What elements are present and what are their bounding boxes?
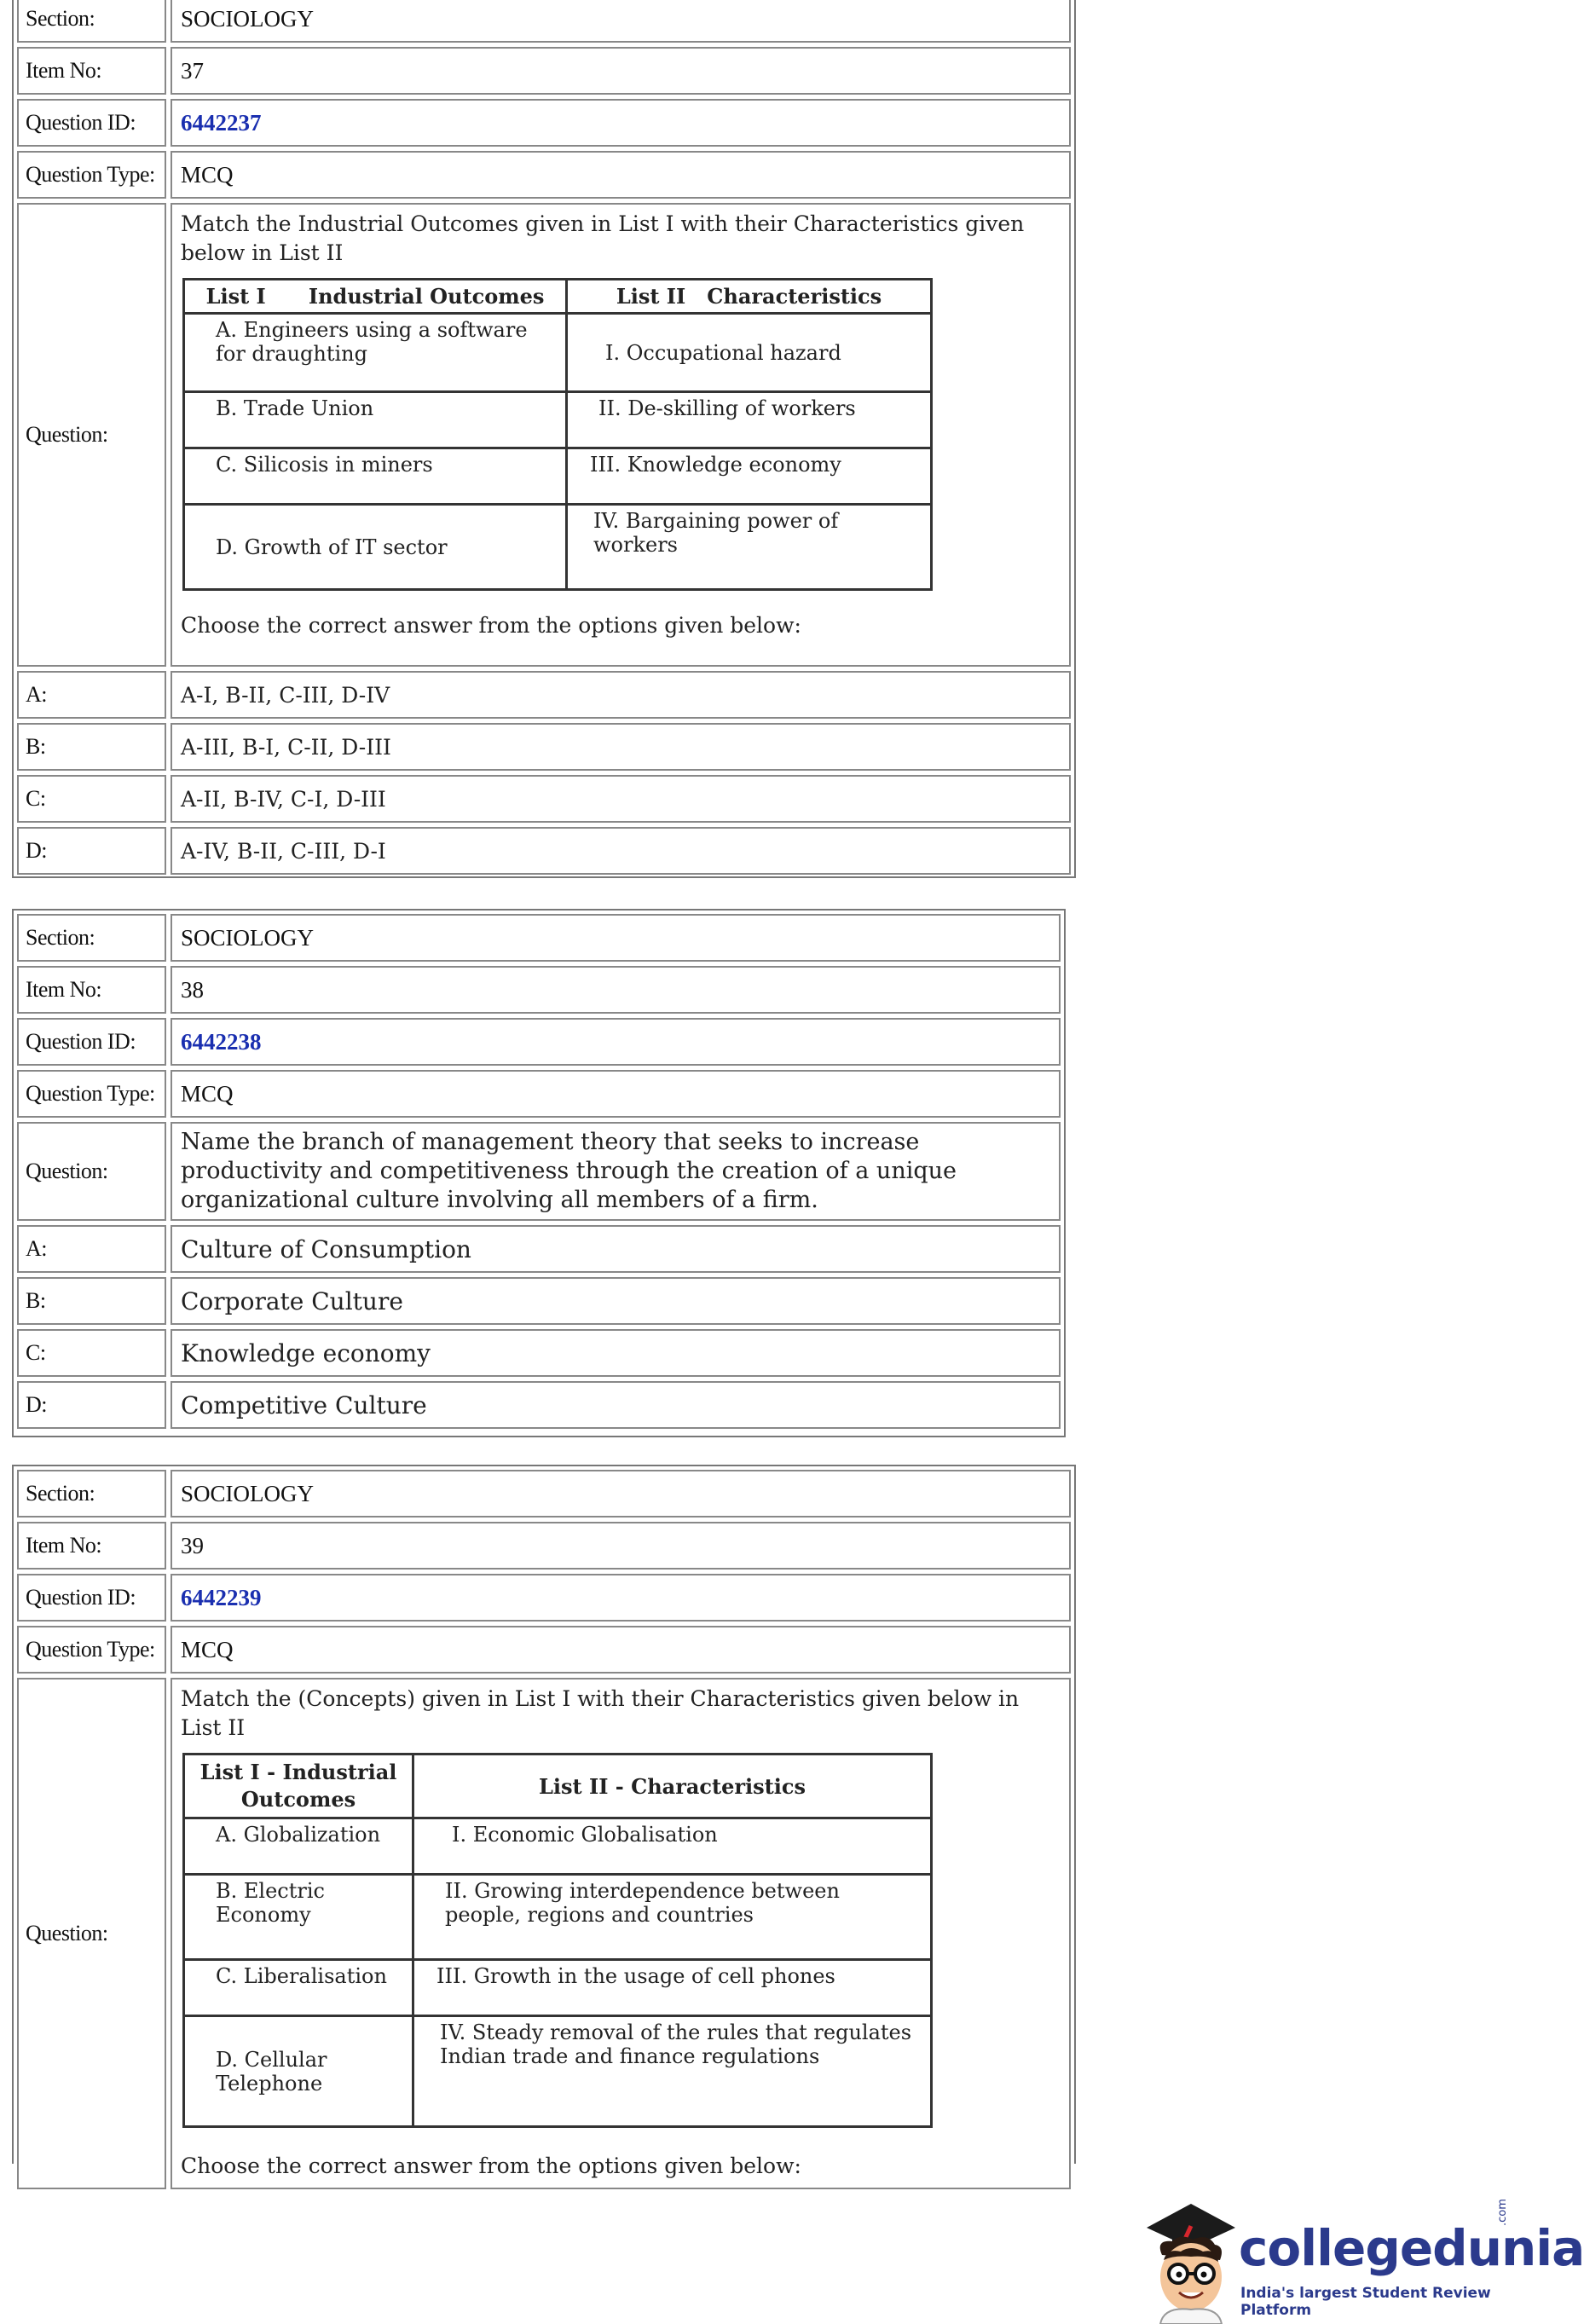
section-value: SOCIOLOGY [171, 914, 1061, 962]
item-no-value: 38 [171, 966, 1061, 1014]
option-c-text: Knowledge economy [171, 1329, 1061, 1377]
match-table-row [184, 505, 932, 590]
list-2-item: IV. Bargaining power of workers [567, 505, 932, 590]
question-type-label: Question Type: [17, 1626, 166, 1674]
collegedunia-logo [1130, 2195, 1584, 2324]
list-2-header: List II - Characteristics [413, 1755, 932, 1818]
question-id-label: Question ID: [17, 1018, 166, 1066]
list-1-item: A. Globalization [184, 1818, 413, 1875]
match-table-row [184, 448, 932, 505]
option-d-label: D: [17, 1381, 166, 1429]
question-id-value: 6442239 [171, 1574, 1071, 1622]
option-a-label: A: [17, 671, 166, 719]
question-text: Match the Industrial Outcomes given in List I with their Characteristics given below in List II [181, 211, 1025, 265]
list-1-item: B. Trade Union [184, 392, 567, 448]
item-no-value: 37 [171, 47, 1071, 95]
option-c-label: C: [17, 775, 166, 823]
list-1-item: D. Growth of IT sector [184, 505, 567, 590]
option-a-label: A: [17, 1225, 166, 1273]
match-table-row [184, 392, 932, 448]
option-a-text: Culture of Consumption [171, 1225, 1061, 1273]
choose-instruction: Choose the correct answer from the options given below: [181, 2153, 801, 2178]
list-1-item: B. Electric Economy [184, 1875, 413, 1960]
section-value: SOCIOLOGY [171, 1470, 1071, 1518]
list-2-item: I. Economic Globalisation [413, 1818, 932, 1875]
question-type-value: MCQ [171, 1070, 1061, 1118]
option-b-text: Corporate Culture [171, 1277, 1061, 1325]
list-1-header: List I - Industrial Outcomes [184, 1755, 413, 1818]
list-2-header: List II Characteristics [567, 280, 932, 314]
question-block-39 [12, 1465, 1076, 2178]
match-table-row [184, 314, 932, 392]
option-c-label: C: [17, 1329, 166, 1377]
option-d-text: A-IV, B-II, C-III, D-I [171, 827, 1071, 875]
question-id-label: Question ID: [17, 1574, 166, 1622]
list-2-item: III. Growth in the usage of cell phones [413, 1960, 932, 2016]
brand-suffix: .com [1496, 2199, 1509, 2226]
list-2-item: I. Occupational hazard [567, 314, 932, 392]
question-block-38 [12, 909, 1066, 1437]
question-type-label: Question Type: [17, 151, 166, 199]
match-table-row [184, 1960, 932, 2016]
option-b-label: B: [17, 723, 166, 771]
list-1-item: C. Silicosis in miners [184, 448, 567, 505]
match-table-row [184, 1875, 932, 1960]
question-label: Question: [17, 1678, 166, 2189]
option-d-text: Competitive Culture [171, 1381, 1061, 1429]
question-label: Question: [17, 203, 166, 667]
brand-tagline: India's largest Student Review Platform [1240, 2285, 1491, 2319]
option-b-text: A-III, B-I, C-II, D-III [171, 723, 1071, 771]
option-d-label: D: [17, 827, 166, 875]
list-2-item: III. Knowledge economy [567, 448, 932, 505]
item-no-label: Item No: [17, 47, 166, 95]
list-2-item: II. De-skilling of workers [567, 392, 932, 448]
item-no-label: Item No: [17, 1522, 166, 1570]
match-table [182, 1753, 933, 2128]
item-no-label: Item No: [17, 966, 166, 1014]
section-label: Section: [17, 914, 166, 962]
list-1-item: D. Cellular Telephone [184, 2016, 413, 2127]
list-2-item: IV. Steady removal of the rules that regulates Indian trade and finance regulations [413, 2016, 932, 2127]
section-label: Section: [17, 1470, 166, 1518]
question-id-value: 6442238 [171, 1018, 1061, 1066]
match-table [182, 278, 933, 591]
choose-instruction: Choose the correct answer from the options given below: [181, 613, 801, 638]
question-id-label: Question ID: [17, 99, 166, 147]
question-text: Match the (Concepts) given in List I with their Characteristics given below in List II [181, 1686, 1020, 1740]
list-1-item: C. Liberalisation [184, 1960, 413, 2016]
question-label: Question: [17, 1122, 166, 1221]
option-b-label: B: [17, 1277, 166, 1325]
list-1-header: List I Industrial Outcomes [184, 280, 567, 314]
question-id-value: 6442237 [171, 99, 1071, 147]
question-type-value: MCQ [171, 1626, 1071, 1674]
list-2-item: II. Growing interdependence between people, regions and countries [413, 1875, 932, 1960]
section-value: SOCIOLOGY [171, 0, 1071, 43]
question-type-value: MCQ [171, 151, 1071, 199]
question-block-37 [12, 0, 1076, 878]
match-table-row [184, 2016, 932, 2127]
match-table-header [184, 280, 932, 314]
question-text: Name the branch of management theory that seeks to increase productivity and competitiveness through the creation of a unique organizational culture involving all members of a firm. [171, 1122, 1061, 1221]
mascot-icon [1130, 2195, 1249, 2324]
question-body [171, 203, 1071, 667]
option-c-text: A-II, B-IV, C-I, D-III [171, 775, 1071, 823]
match-table-header [184, 1755, 932, 1818]
question-type-label: Question Type: [17, 1070, 166, 1118]
match-table-row [184, 1818, 932, 1875]
list-1-item: A. Engineers using a software for draughting [184, 314, 567, 392]
section-label: Section: [17, 0, 166, 43]
question-body [171, 1678, 1071, 2189]
brand-name: collegedunia [1239, 2219, 1584, 2277]
option-a-text: A-I, B-II, C-III, D-IV [171, 671, 1071, 719]
item-no-value: 39 [171, 1522, 1071, 1570]
